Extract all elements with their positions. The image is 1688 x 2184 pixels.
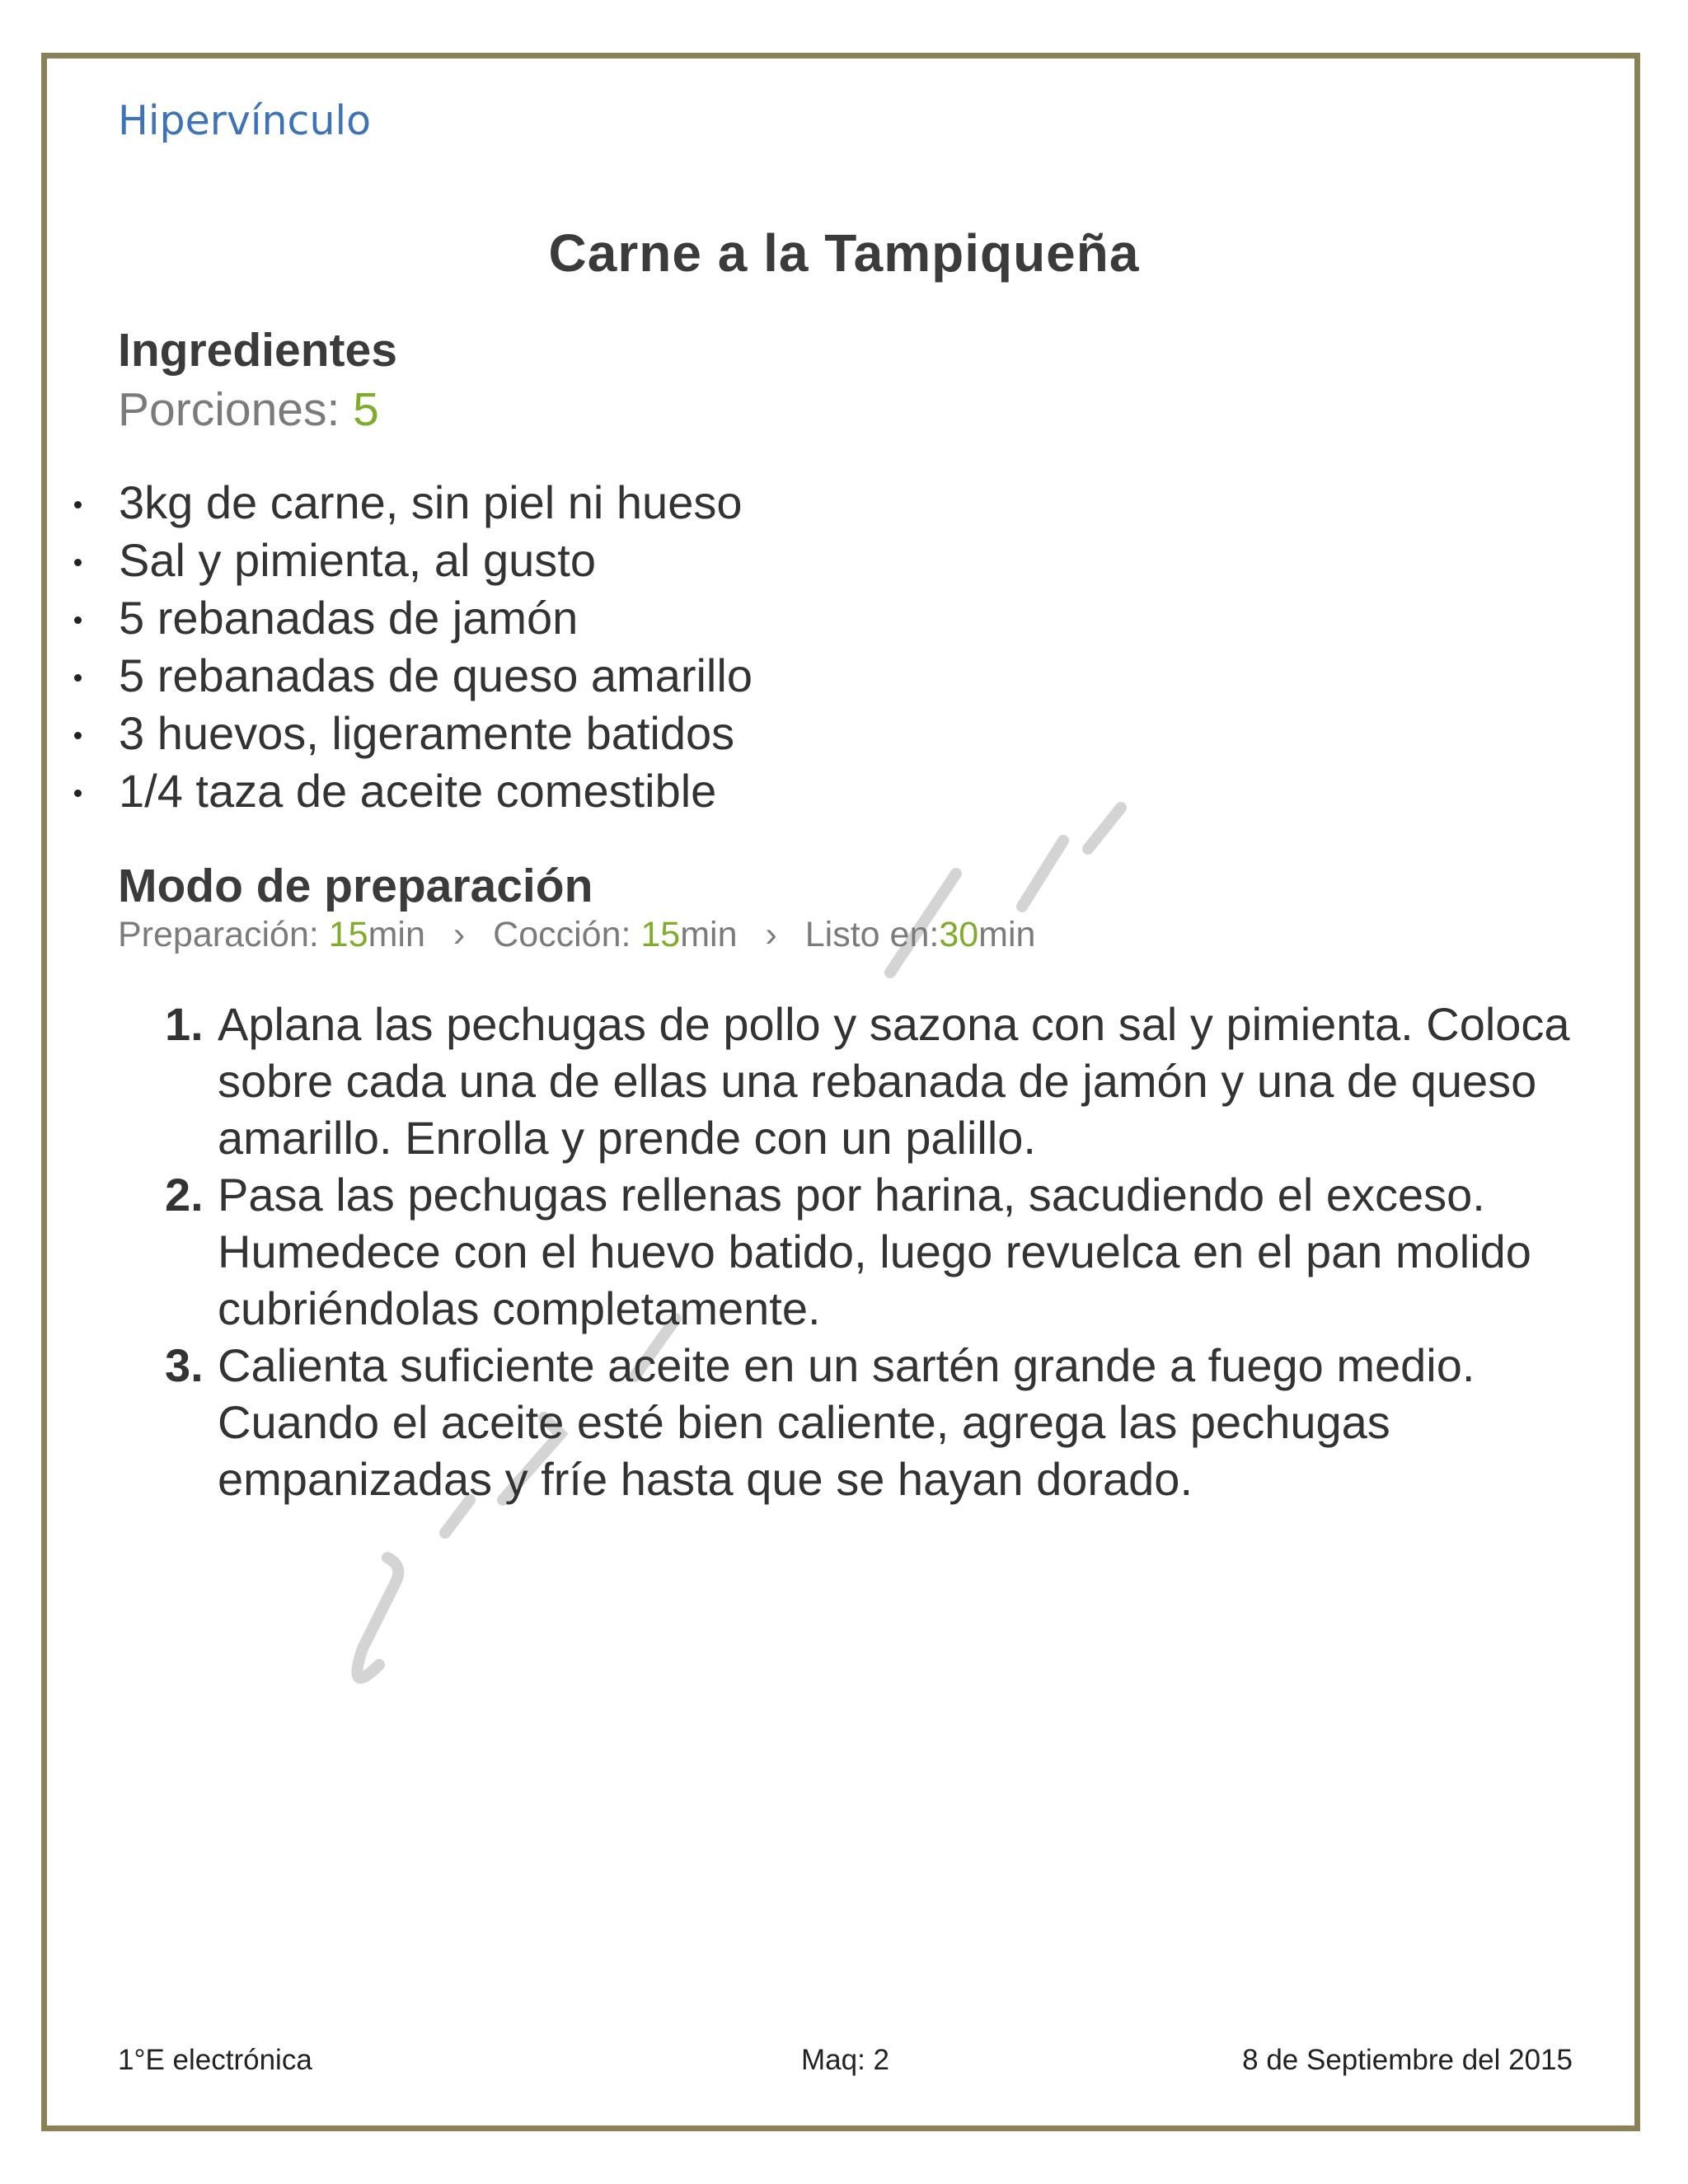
footer-left: 1°E electrónica bbox=[118, 2044, 312, 2076]
step-number: 3. bbox=[165, 1339, 204, 1391]
time-summary bbox=[118, 915, 1035, 955]
step-text: Calienta suficiente aceite en un sartén grande a fuego medio. Cuando el aceite esté bien caliente, agrega las pechugas empanizadas y fríe hasta que se hayan dorado. bbox=[218, 1339, 1475, 1505]
prep-time-unit: min bbox=[368, 915, 425, 954]
step-item bbox=[165, 996, 1582, 1166]
step-item bbox=[165, 1166, 1582, 1337]
step-number: 1. bbox=[165, 998, 204, 1050]
cook-time-value: 15 bbox=[640, 915, 681, 954]
ingredient-item: 1/4 taza de aceite comestible bbox=[66, 762, 753, 820]
hyperlink[interactable]: Hipervínculo bbox=[118, 97, 372, 144]
prep-time-label: Preparación: bbox=[118, 915, 319, 954]
separator: › bbox=[765, 915, 777, 954]
ready-time-value: 30 bbox=[939, 915, 979, 954]
step-text: Aplana las pechugas de pollo y sazona con sal y pimienta. Coloca sobre cada una de ellas una rebanada de jamón y una de queso amarillo. Enrolla y prende con un palillo. bbox=[218, 998, 1570, 1164]
ready-time-unit: min bbox=[978, 915, 1036, 954]
ingredient-item: 5 rebanadas de queso amarillo bbox=[66, 647, 753, 705]
portions-value: 5 bbox=[353, 383, 379, 436]
footer-center: Maq: 2 bbox=[801, 2044, 889, 2076]
step-item bbox=[165, 1337, 1582, 1507]
footer-right: 8 de Septiembre del 2015 bbox=[1242, 2044, 1573, 2076]
cook-time-unit: min bbox=[680, 915, 738, 954]
prep-time-value: 15 bbox=[328, 915, 368, 954]
step-number: 2. bbox=[165, 1169, 204, 1221]
step-text: Pasa las pechugas rellenas por harina, sacudiendo el exceso. Humedece con el huevo batido, luego revuelca en el pan molido cubriéndolas completamente. bbox=[218, 1169, 1531, 1334]
cook-time-label: Cocción: bbox=[493, 915, 631, 954]
preparation-heading: Modo de preparación bbox=[118, 860, 593, 912]
ingredients-heading: Ingredientes bbox=[118, 324, 397, 377]
portions bbox=[118, 382, 379, 437]
steps-list bbox=[165, 996, 1582, 1507]
ingredient-item: Sal y pimienta, al gusto bbox=[66, 532, 753, 589]
ingredient-item: 3 huevos, ligeramente batidos bbox=[66, 705, 753, 762]
ingredient-item: 3kg de carne, sin piel ni hueso bbox=[66, 474, 753, 532]
recipe-title: Carne a la Tampiqueña bbox=[548, 223, 1140, 283]
portions-label: Porciones: bbox=[118, 383, 340, 436]
separator: › bbox=[452, 915, 466, 954]
ingredient-item: 5 rebanadas de jamón bbox=[66, 589, 753, 647]
ready-time-label: Listo en: bbox=[804, 915, 940, 954]
ingredients-list bbox=[66, 474, 753, 820]
